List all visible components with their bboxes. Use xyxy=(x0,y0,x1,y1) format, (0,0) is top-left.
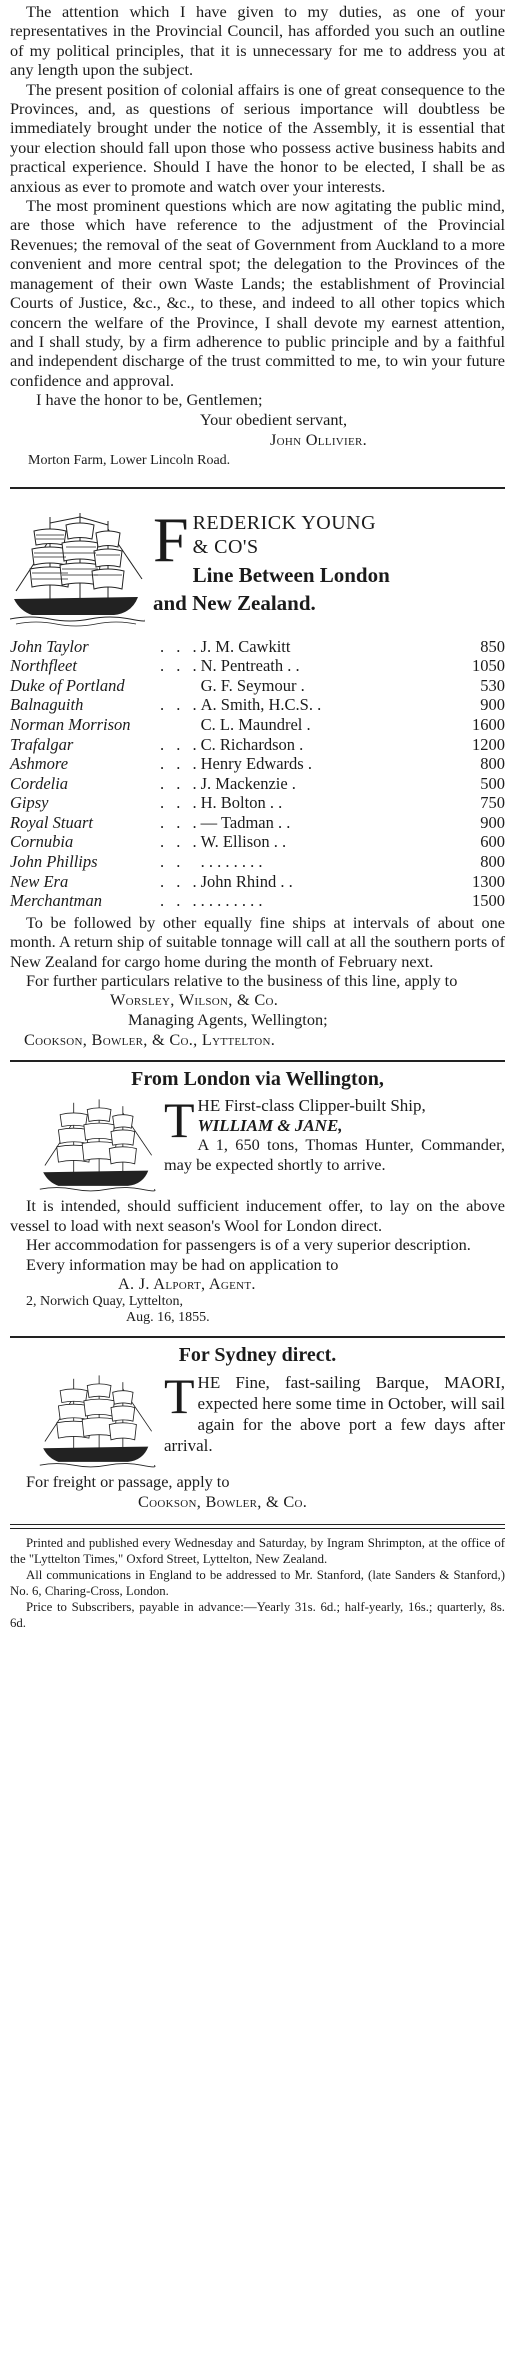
ship-captain: Henry Edwards . xyxy=(200,754,312,774)
ship-row xyxy=(10,637,505,657)
imprint-published: Printed and published every Wednesday and Saturday, by Ingram Shrimpton, at the office of the "Lyttelton Times," Oxford Street, Lyttelton, New Zealand. xyxy=(10,1535,505,1566)
sydney-dropcap: T xyxy=(164,1368,195,1425)
ship-tonnage: 900 xyxy=(480,812,505,832)
sailing-ship-icon xyxy=(38,1372,156,1472)
wellington-body: A 1, 650 tons, Thomas Hunter, Commander, may be expected shortly to arrive. xyxy=(164,1135,505,1174)
ship-leader-dots: . . xyxy=(160,852,185,872)
ship-captain: W. Ellison . . xyxy=(200,832,287,852)
ship-tonnage: 1300 xyxy=(472,871,505,891)
ship-name: Gipsy xyxy=(10,793,49,813)
letter-signature: John Ollivier. xyxy=(270,429,368,449)
young-title: REDERICK YOUNG & CO'S xyxy=(192,511,377,558)
ship-tonnage: 850 xyxy=(480,636,505,656)
ship-name: Northfleet xyxy=(10,656,77,676)
sailing-ship-icon xyxy=(10,509,145,627)
ship-row xyxy=(10,793,505,813)
ship-leader-dots: . . . xyxy=(160,871,201,891)
ship-leader-dots: . . . xyxy=(160,695,201,715)
sydney-body: HE Fine, fast-sailing Barque, MAORI, expected here some time in October, will sail again for the above port a few days after arrival. xyxy=(164,1373,505,1456)
ship-tonnage: 1500 xyxy=(472,891,505,911)
ship-captain: John Rhind . . xyxy=(200,871,293,891)
ship-name: Cordelia xyxy=(10,773,69,793)
ship-leader-dots: . . . xyxy=(160,832,201,852)
imprint xyxy=(10,1529,505,1631)
young-subtitle: Line Between London and New Zealand. xyxy=(153,562,390,615)
young-particulars: For further particulars relative to the business of this line, apply to xyxy=(26,971,458,991)
young-dropcap: F xyxy=(153,503,189,575)
ship-row xyxy=(10,832,505,852)
ship-name: New Era xyxy=(10,871,69,891)
ship-row xyxy=(10,735,505,755)
ship-row xyxy=(10,715,505,735)
ship-name: Trafalgar xyxy=(10,734,74,754)
ship-captain: C. Richardson . xyxy=(200,734,304,754)
sydney-advert xyxy=(10,1338,505,1511)
ship-captain: . . . . . . . . xyxy=(200,852,263,872)
young-agent-2: Cookson, Bowler, & Co., Lyttelton. xyxy=(24,1030,276,1050)
ship-tonnage: 600 xyxy=(480,832,505,852)
wellington-address: 2, Norwich Quay, Lyttelton, xyxy=(26,1294,183,1310)
ship-row xyxy=(10,754,505,774)
sailing-ship-icon xyxy=(38,1096,156,1196)
letter-paragraph-2: The present position of colonial affairs is one of great consequence to the Provinces, and, as questions of serious importance will doubtless be immediately brought under the notice of the Assembly, it is essential that your election should fall upon those who possess active business habits and practical experience. Should I have the honor to be elected, I shall be as anxious as ever to promote and watch over your interests. xyxy=(10,79,505,196)
wellington-agent: A. J. Alport, Agent. xyxy=(118,1274,256,1294)
ship-tonnage: 530 xyxy=(480,675,505,695)
ship-captain: H. Bolton . . xyxy=(200,793,283,813)
election-letter xyxy=(10,0,505,469)
ship-row xyxy=(10,695,505,715)
ship-name: Duke of Portland xyxy=(10,675,125,695)
ship-captain: J. M. Cawkitt xyxy=(200,636,291,656)
sydney-heading: For Sydney direct. xyxy=(178,1344,337,1367)
ship-name: John Phillips xyxy=(10,852,98,872)
ship-captain: G. F. Seymour . xyxy=(200,675,305,695)
ship-leader-dots: . . . xyxy=(160,754,201,774)
ship-name: Norman Morrison xyxy=(10,714,131,734)
letter-paragraph-3: The most prominent questions which are now agitating the public mind, are those which have reference to the adjustment of the Provincial Revenues; the removal of the seat of Government from Auckland to a more convenient and more central spot; the delegation to the Provinces of the management of their own Waste Lands; the establishment of Provincial Courts of Justice, &c., &c., to these, and indeed to all other topics which concern the welfare of the Province, I shall devote my earnest attention, and I shall study, by a firm adherence to public principle and by a faithful and independent discharge of the trust committed to me, to win your future confidence and approval. xyxy=(10,196,505,390)
imprint-communications: All communications in England to be addressed to Mr. Stanford, (late Sanders & Stanford,) No. 6, Charing-Cross, London. xyxy=(10,1567,505,1598)
young-line-advert xyxy=(10,489,505,1051)
ship-leader-dots: . . . xyxy=(160,636,201,656)
ship-row xyxy=(10,813,505,833)
ship-leader-dots: . . . xyxy=(160,891,201,911)
ship-tonnage: 1050 xyxy=(472,656,505,676)
ship-row xyxy=(10,656,505,676)
ship-name: Ashmore xyxy=(10,754,69,774)
ship-leader-dots: . . . xyxy=(160,793,201,813)
wellington-date: Aug. 16, 1855. xyxy=(126,1310,210,1326)
letter-address: Morton Farm, Lower Lincoln Road. xyxy=(28,452,231,468)
wellington-paragraph-1: It is intended, should sufficient inducement offer, to lay on the above vessel to load with next season's Wool for London direct. xyxy=(10,1196,505,1235)
wellington-paragraph-3: Every information may be had on application to xyxy=(26,1254,339,1274)
ship-name: John Taylor xyxy=(10,636,89,656)
ship-leader-dots xyxy=(160,715,201,735)
ship-tonnage: 1600 xyxy=(472,714,505,734)
ship-captain: N. Pentreath . . xyxy=(200,656,300,676)
ship-captain: J. Mackenzie . xyxy=(200,773,296,793)
ship-tonnage: 800 xyxy=(480,754,505,774)
ship-leader-dots: . . . xyxy=(160,656,201,676)
ship-captain: C. L. Maundrel . xyxy=(200,714,311,734)
ship-captain: . . . . . . . . xyxy=(200,891,263,911)
ship-list-table xyxy=(10,637,505,911)
ship-row xyxy=(10,852,505,872)
letter-valediction: Your obedient servant, xyxy=(200,409,348,429)
letter-paragraph-1: The attention which I have given to my duties, as one of your representatives in the Provincial Council, has afforded you such an outline of my political principles, that it is unnecessary for me to address you at any length upon the subject. xyxy=(10,2,505,80)
ship-tonnage: 800 xyxy=(480,852,505,872)
ship-row xyxy=(10,872,505,892)
sydney-agent: Cookson, Bowler, & Co. xyxy=(138,1491,308,1511)
young-agent-1: Worsley, Wilson, & Co. xyxy=(110,990,279,1010)
wellington-ship-name: WILLIAM & JANE, xyxy=(197,1115,343,1135)
ship-name: Royal Stuart xyxy=(10,812,93,832)
letter-closing: I have the honor to be, Gentlemen; xyxy=(36,390,263,410)
ship-leader-dots xyxy=(160,676,201,696)
ship-name: Balnaguith xyxy=(10,695,84,715)
ship-captain: A. Smith, H.C.S. . xyxy=(200,695,322,715)
ship-captain: — Tadman . . xyxy=(200,812,291,832)
wellington-heading: From London via Wellington, xyxy=(131,1068,384,1091)
ship-name: Cornubia xyxy=(10,832,74,852)
ship-tonnage: 500 xyxy=(480,773,505,793)
ship-tonnage: 900 xyxy=(480,695,505,715)
wellington-paragraph-2: Her accommodation for passengers is of a very superior description. xyxy=(26,1235,471,1255)
young-agent-1-role: Managing Agents, Wellington; xyxy=(128,1010,328,1030)
imprint-price: Price to Subscribers, payable in advance:—Yearly 31s. 6d.; half-yearly, 16s.; quarterly, 8s. 6d. xyxy=(10,1599,505,1630)
wellington-advert xyxy=(10,1062,505,1326)
ship-tonnage: 750 xyxy=(480,793,505,813)
ship-leader-dots: . . . xyxy=(160,812,201,832)
ship-tonnage: 1200 xyxy=(472,734,505,754)
sydney-freight: For freight or passage, apply to xyxy=(26,1472,230,1492)
ship-leader-dots: . . . xyxy=(160,734,201,754)
ship-leader-dots: . . . xyxy=(160,773,201,793)
wellington-intro-text: HE First-class Clipper-built Ship, xyxy=(197,1096,426,1116)
ship-row xyxy=(10,774,505,794)
young-notice: To be followed by other equally fine ships at intervals of about one month. A return ship of suitable tonnage will call at all the southern ports of New Zealand for cargo home during the month of February next. xyxy=(10,912,505,971)
wellington-dropcap: T xyxy=(164,1092,195,1149)
ship-name: Merchantman xyxy=(10,891,102,911)
ship-row xyxy=(10,676,505,696)
ship-row xyxy=(10,891,505,911)
